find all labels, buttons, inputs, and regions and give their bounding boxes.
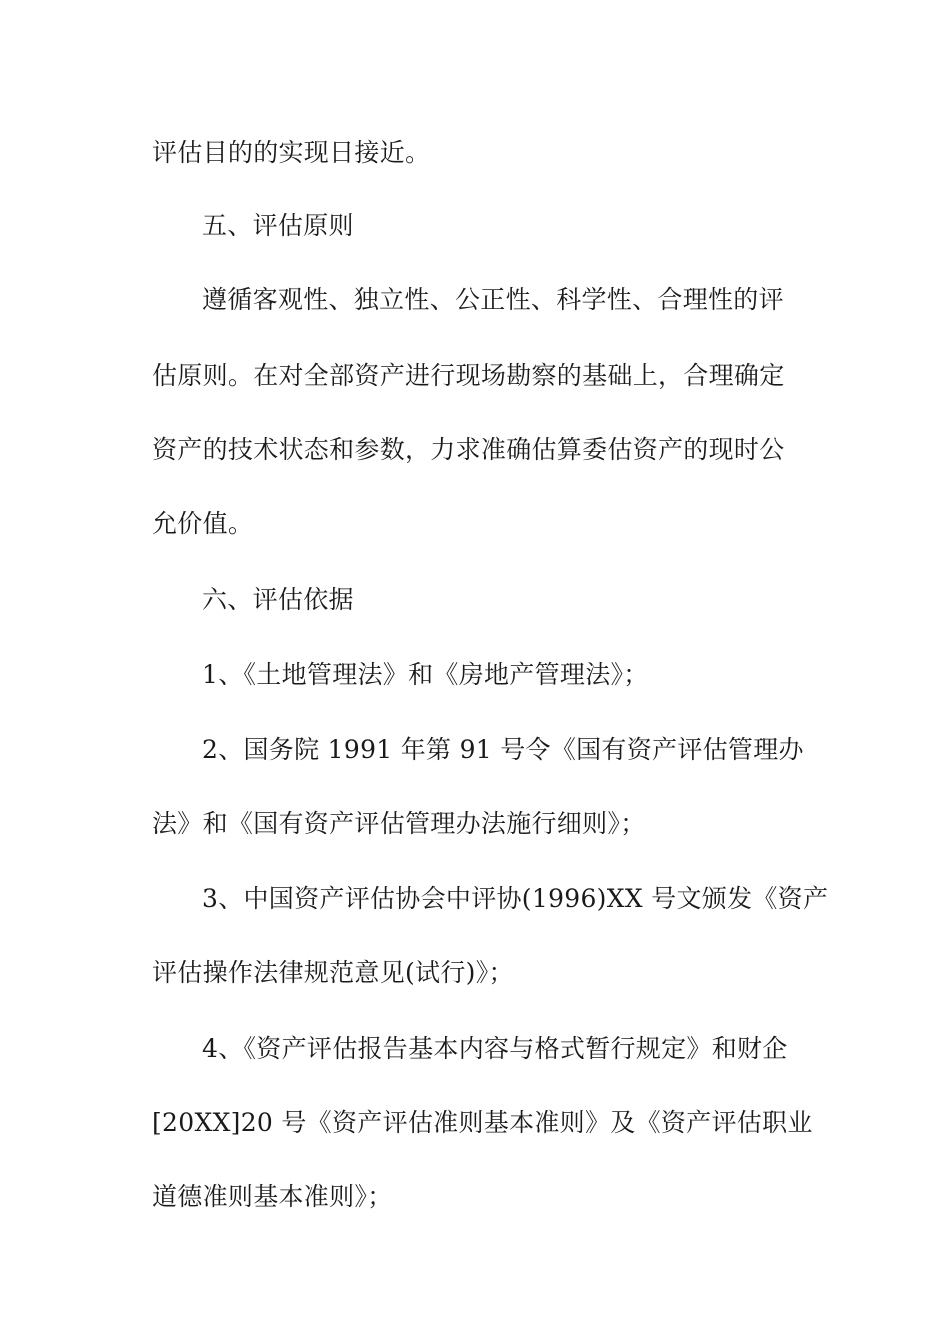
list-item-continuation: [20XX]20 号《资产评估准则基本准则》及《资产评估职业 bbox=[152, 1108, 813, 1137]
list-item: 4、《资产评估报告基本内容与格式暂行规定》和财企 bbox=[202, 1034, 788, 1063]
list-item: 3、中国资产评估协会中评协(1996)XX 号文颁发《资产 bbox=[202, 884, 829, 913]
paragraph-line: 遵循客观性、独立性、公正性、科学性、合理性的评 bbox=[202, 285, 784, 314]
list-item-continuation: 道德准则基本准则》； bbox=[152, 1182, 393, 1211]
section-heading: 五、评估原则 bbox=[202, 211, 354, 240]
paragraph-line: 允价值。 bbox=[152, 509, 254, 538]
paragraph-line: 估原则。在对全部资产进行现场勘察的基础上，合理确定 bbox=[152, 361, 785, 390]
paragraph-line: 资产的技术状态和参数，力求准确估算委估资产的现时公 bbox=[152, 435, 785, 464]
paragraph-line: 评估目的的实现日接近。 bbox=[152, 138, 431, 167]
section-heading: 六、评估依据 bbox=[202, 585, 354, 614]
list-item: 2、国务院 1991 年第 91 号令《国有资产评估管理办 bbox=[202, 735, 804, 764]
list-item-continuation: 法》和《国有资产评估管理办法施行细则》； bbox=[152, 809, 646, 838]
list-item-continuation: 评估操作法律规范意见(试行)》； bbox=[152, 958, 514, 987]
list-item: 1、《土地管理法》和《房地产管理法》； bbox=[202, 660, 649, 689]
